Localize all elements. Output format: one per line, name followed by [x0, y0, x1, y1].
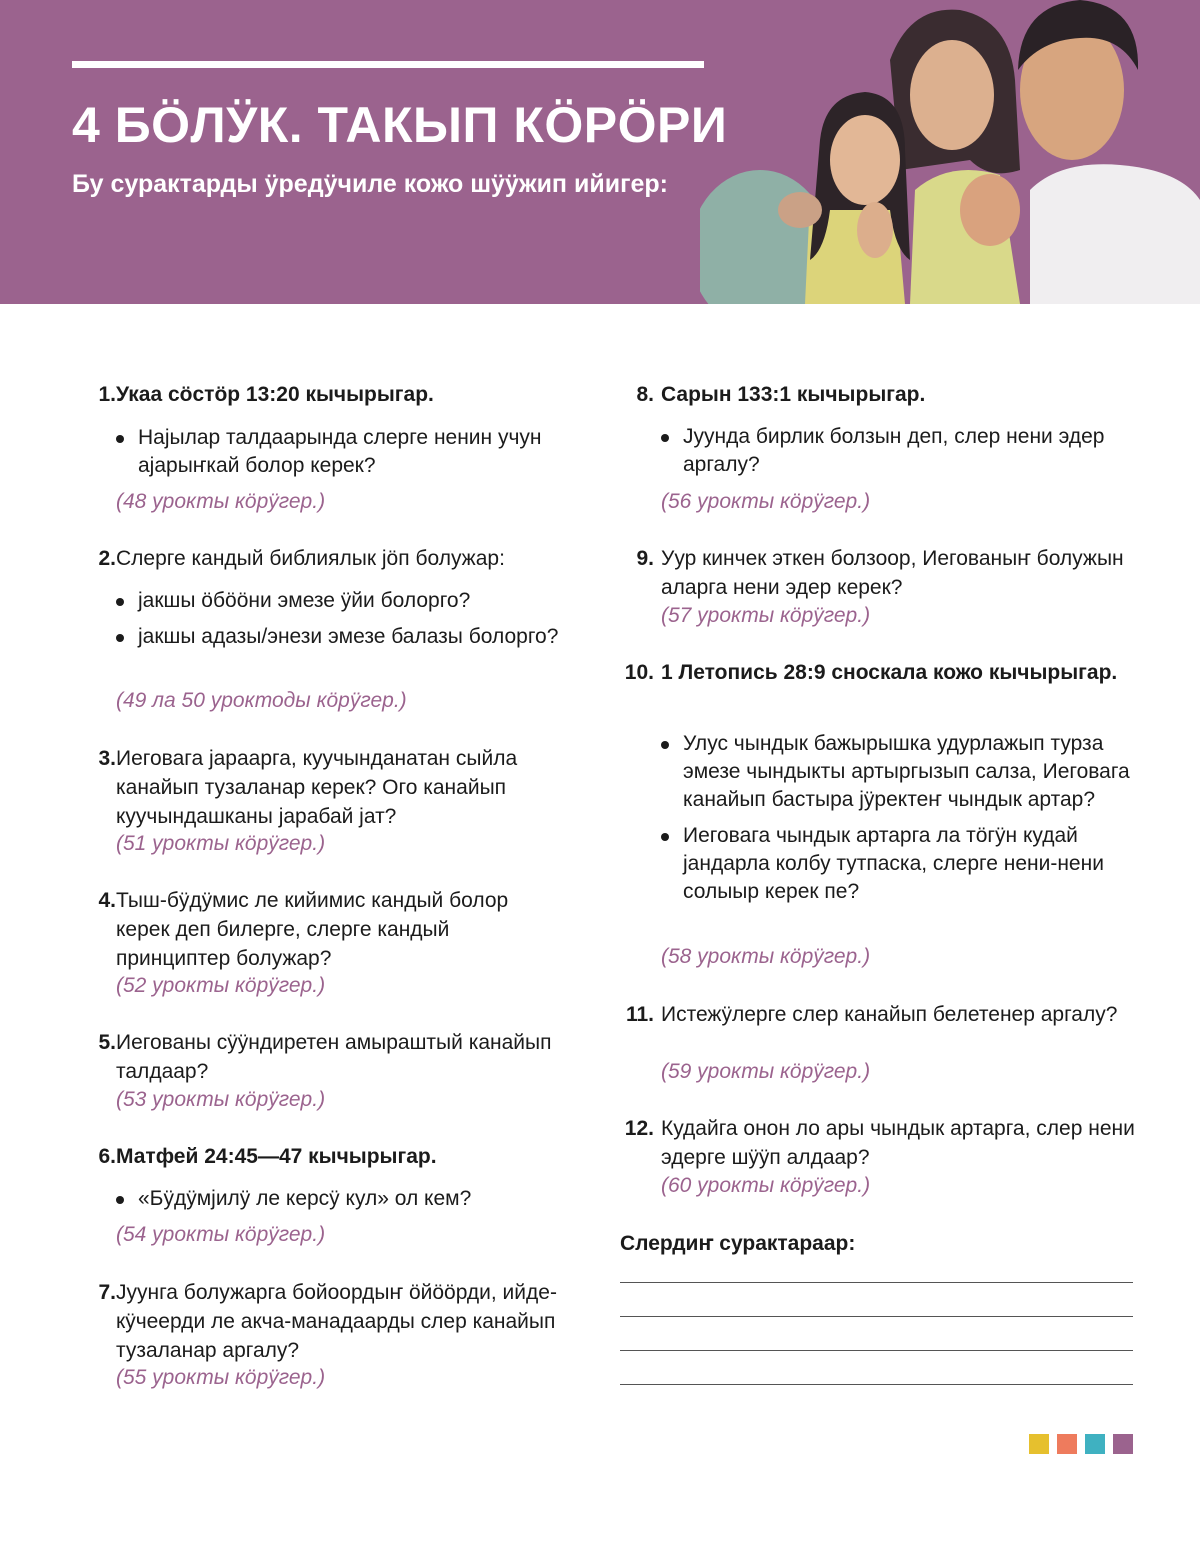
color-swatches	[1029, 1434, 1134, 1454]
question-text: Јуунга болужарга бойоордыҥ ӧйӧӧрди, ийде-кӱчеерди ле акча-манадаарды слер канайып тузаланар аргалу?	[116, 1281, 557, 1362]
bullet-dot-icon	[116, 634, 124, 642]
bullet-list	[116, 587, 560, 651]
question-number: 7.	[98, 1281, 116, 1304]
page-title: 4 БӦЛӰК. ТАКЫП КӦРӦРИ	[72, 97, 728, 153]
your-questions-label: Слердиҥ сурактараар:	[620, 1232, 856, 1255]
bullet-dot-icon	[116, 598, 124, 606]
question-number: 2.	[98, 547, 116, 570]
bullet-text: Иеговага чындык артарга ла тӧгӱн кудай јандарла колбу тутпаска, слерге нени-нени солыыр керек пе?	[683, 824, 1104, 903]
lesson-reference: (55 урокты кӧрӱгер.)	[116, 1366, 326, 1389]
question-text: Тыш-бӱдӱмис ле кийимис кандый болор керек деп билерге, слерге кандый принциптер болужар?	[116, 889, 509, 970]
bullet-dot-icon	[116, 435, 124, 443]
purple-swatch	[1113, 1434, 1133, 1454]
question-text: Истежӱлерге слер канайып белетенер аргалу?	[661, 1003, 1118, 1026]
bullet-list	[116, 424, 560, 480]
question-text: Кудайга онон ло ары чындык артарга, слер нени эдерге шӱӱп алдаар?	[661, 1117, 1135, 1169]
bullet-item	[661, 423, 1138, 479]
question-text: Матфей 24:45—47 кычырыгар.	[116, 1145, 437, 1168]
lesson-reference: (53 урокты кӧрӱгер.)	[116, 1088, 326, 1111]
question-number: 12.	[624, 1117, 654, 1140]
question-text: Иегованы сӱӱндиретен амыраштый канайып талдаар?	[116, 1031, 552, 1083]
question-text: Сарын 133:1 кычырыгар.	[661, 383, 926, 406]
lesson-reference: (54 урокты кӧрӱгер.)	[116, 1223, 326, 1246]
lesson-reference: (52 урокты кӧрӱгер.)	[116, 974, 326, 997]
bullet-item	[661, 730, 1138, 814]
bullet-dot-icon	[116, 1196, 124, 1204]
question-number: 9.	[636, 547, 654, 570]
bullet-item	[116, 623, 560, 651]
bullet-text: јакшы ӧбӧӧни эмезе ӱйи болорго?	[138, 589, 471, 612]
lesson-reference: (60 урокты кӧрӱгер.)	[661, 1174, 871, 1197]
question-number: 6.	[98, 1145, 116, 1168]
bullet-list	[661, 423, 1138, 479]
bullet-dot-icon	[661, 434, 669, 442]
lesson-reference: (48 урокты кӧрӱгер.)	[116, 490, 326, 513]
question-text: Укаа сӧстӧр 13:20 кычырыгар.	[116, 383, 434, 406]
bullet-dot-icon	[661, 833, 669, 841]
bullet-text: Јуунда бирлик болзын деп, слер нени эдер аргалу?	[683, 425, 1105, 476]
yellow-swatch	[1029, 1434, 1049, 1454]
question-text: Уур кинчек эткен болзоор, Иегованыҥ болужын аларга нени эдер керек?	[661, 547, 1124, 599]
question-number: 10.	[624, 661, 654, 684]
family-praying-illustration	[700, 0, 1200, 304]
header-rule	[72, 61, 704, 68]
lesson-reference: (56 урокты кӧрӱгер.)	[661, 490, 871, 513]
teal-swatch	[1085, 1434, 1105, 1454]
bullet-list	[661, 730, 1138, 906]
bullet-text: јакшы адазы/энези эмезе балазы болорго?	[138, 625, 559, 648]
lesson-reference: (58 урокты кӧрӱгер.)	[661, 945, 871, 968]
bullet-dot-icon	[661, 741, 669, 749]
question-number: 3.	[98, 747, 116, 770]
bullet-item	[116, 424, 560, 480]
question-number: 4.	[98, 889, 116, 912]
bullet-item	[661, 822, 1138, 906]
bullet-text: Улус чындык бажырышка удурлажып турза эмезе чындыкты артыргызып салза, Иеговага канайып бастыра јӱректеҥ чындык артар?	[683, 732, 1130, 811]
question-text: 1 Летопись 28:9 сноскала кожо кычырыгар.	[661, 661, 1118, 684]
lesson-reference: (51 урокты кӧрӱгер.)	[116, 832, 326, 855]
question-text: Иеговага јараарга, куучынданатан сыйла канайып тузаланар керек? Ого канайып куучындашканы јарабай јат?	[116, 747, 518, 828]
lesson-reference: (59 урокты кӧрӱгер.)	[661, 1060, 871, 1083]
bullet-text: Најылар талдаарында слерге ненин учун ајарыҥкай болор керек?	[138, 426, 542, 477]
lesson-reference: (57 урокты кӧрӱгер.)	[661, 604, 871, 627]
page-subtitle: Бу сурактарды ӱредӱчиле кожо шӱӱжип ийигер:	[72, 170, 668, 198]
question-number: 11.	[625, 1003, 654, 1026]
lesson-reference: (49 ла 50 уроктоды кӧрӱгер.)	[116, 689, 407, 712]
bullet-item	[116, 1185, 560, 1213]
note-line[interactable]	[620, 1316, 1133, 1317]
note-line[interactable]	[620, 1350, 1133, 1351]
bullet-list	[116, 1185, 560, 1213]
question-text: Слерге кандый библиялык јӧп болужар:	[116, 547, 505, 570]
question-number: 5.	[98, 1031, 116, 1054]
question-number: 8.	[636, 383, 654, 406]
question-number: 1.	[98, 383, 116, 406]
bullet-item	[116, 587, 560, 615]
note-line[interactable]	[620, 1384, 1133, 1385]
bullet-text: «Бӱдӱмјилӱ ле керсӱ кул» ол кем?	[138, 1187, 472, 1210]
header-banner	[0, 0, 1200, 304]
note-line[interactable]	[620, 1282, 1133, 1283]
orange-swatch	[1057, 1434, 1077, 1454]
